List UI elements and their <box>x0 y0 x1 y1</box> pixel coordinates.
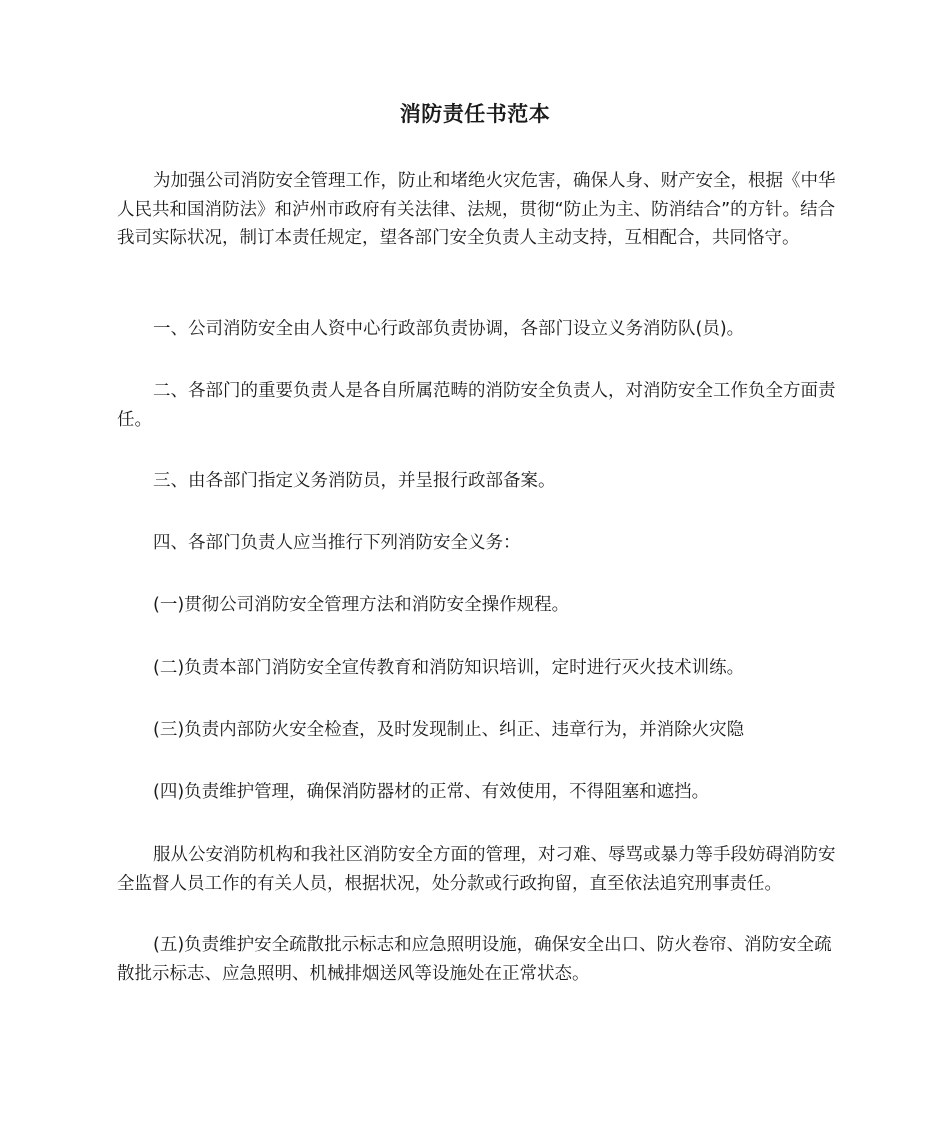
paragraph-duty-2: (二)负责本部门消防安全宣传教育和消防知识培训，定时进行灭火技术训练。 <box>153 658 745 678</box>
paragraph-clause-3: 三、由各部门指定义务消防员，并呈报行政部备案。 <box>153 471 556 491</box>
paragraph-duty-5: (五)负责维护安全疏散批示标志和应急照明设施，确保安全出口、防火卷帘、消防安全疏散批示标志、应急照明、机械排烟送风等设施处在正常状态。 <box>117 935 832 984</box>
paragraph-preamble: 为加强公司消防安全管理工作，防止和堵绝火灾危害，确保人身、财产安全，根据《中华人民共和国消防法》和泸州市政府有关法律、法规，贯彻“防止为主、防消结合”的方针。结合我司实际状况，制订本责任规定，望各部门安全负责人主动支持，互相配合，共同恪守。 <box>117 171 836 249</box>
paragraph-clause-1: 一、公司消防安全由人资中心行政部负责协调，各部门设立义务消防队(员)。 <box>153 319 745 339</box>
document-title: 消防责任书范本 <box>399 102 551 126</box>
paragraph-clause-2: 二、各部门的重要负责人是各自所属范畴的消防安全负责人，对消防安全工作负全方面责任。 <box>117 381 836 430</box>
paragraph-compliance: 服从公安消防机构和我社区消防安全方面的管理，对刁难、辱骂或暴力等手段妨碍消防安全监督人员工作的有关人员，根据状况，处分款或行政拘留，直至依法追究刑事责任。 <box>117 845 836 894</box>
paragraph-duty-3: (三)负责内部防火安全检查，及时发现制止、纠正、违章行为，并消除火灾隐 <box>153 720 745 740</box>
paragraph-duty-1: (一)贯彻公司消防安全管理方法和消防安全操作规程。 <box>153 595 570 615</box>
paragraph-clause-4: 四、各部门负责人应当推行下列消防安全义务： <box>153 533 521 553</box>
paragraph-duty-4: (四)负责维护管理，确保消防器材的正常、有效使用，不得阻塞和遮挡。 <box>153 782 710 802</box>
